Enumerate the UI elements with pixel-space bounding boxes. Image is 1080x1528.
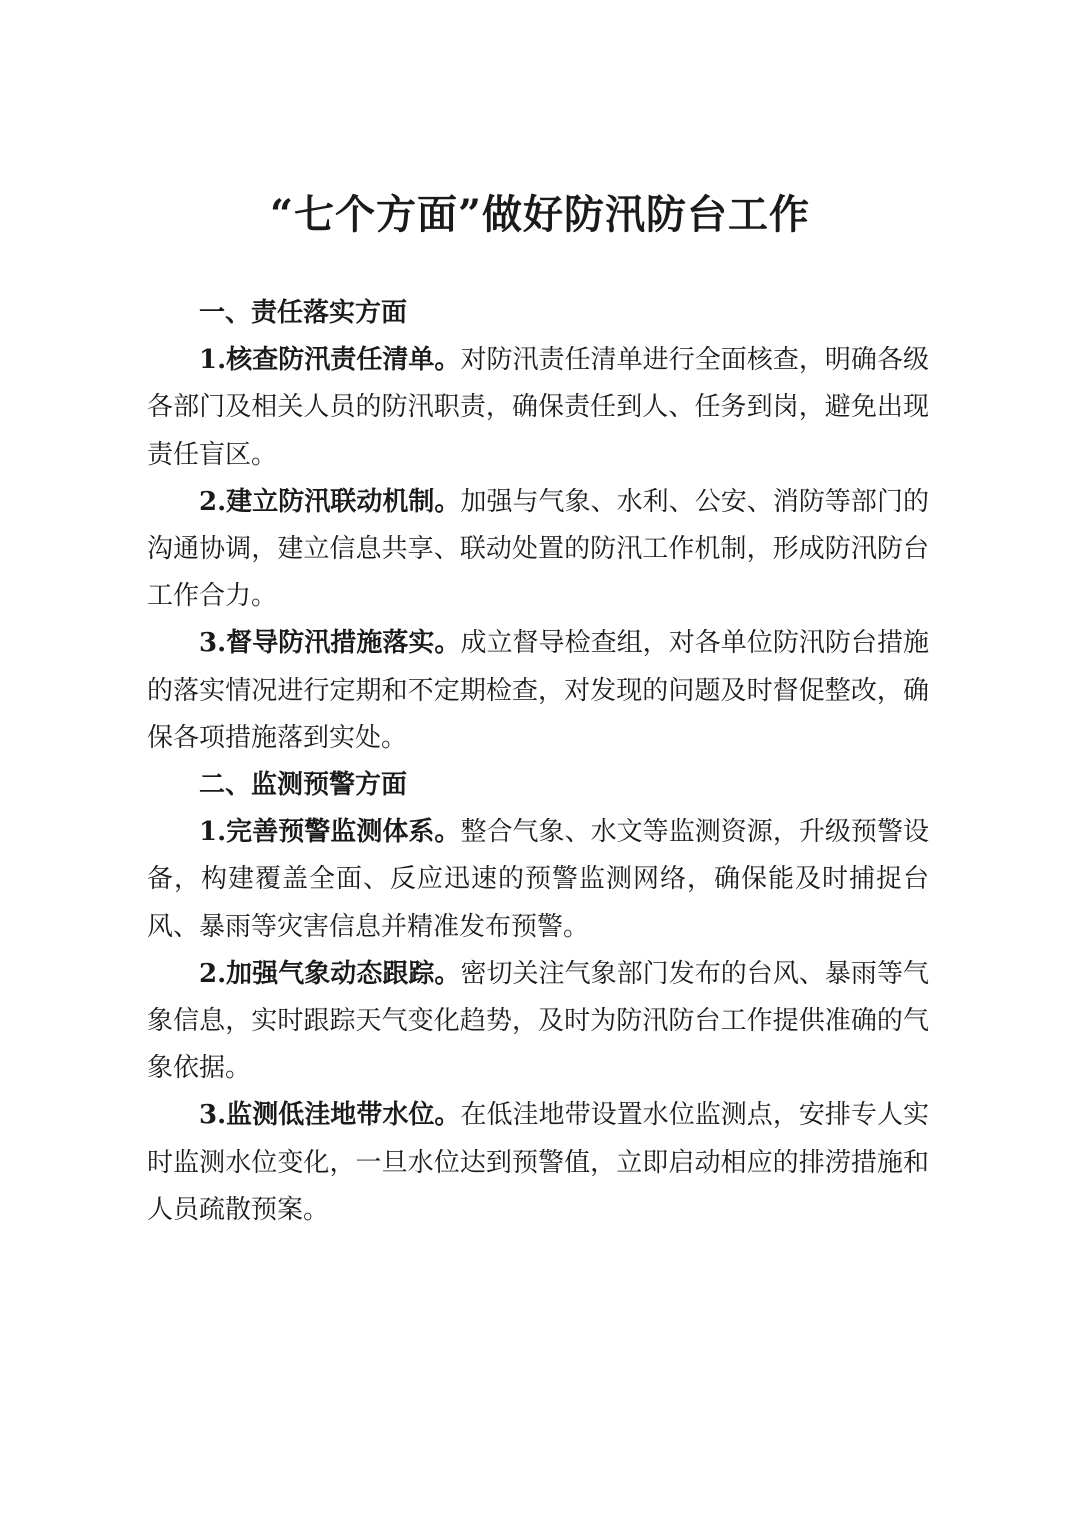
paragraph-lead: 1.完善预警监测体系。: [199, 817, 461, 848]
paragraph-text: 密切关注气象部门发布的台风、暴雨等气象信息，实时跟踪天气变化趋势，及时为防汛防台工作提供准确的气象依据。: [147, 958, 929, 1084]
paragraph-lead: 3.督导防汛措施落实。: [199, 628, 461, 659]
paragraph: [147, 620, 929, 762]
paragraph-lead: 1.核查防汛责任清单。: [199, 345, 461, 376]
paragraph-text: 对防汛责任清单进行全面核查，明确各级各部门及相关人员的防汛职责，确保责任到人、任务到岗，避免出现责任盲区。: [147, 345, 929, 470]
paragraph: [147, 951, 929, 1093]
paragraph: [147, 809, 929, 951]
paragraph-lead: 2.建立防汛联动机制。: [199, 486, 461, 517]
paragraph-text: 整合气象、水文等监测资源，升级预警设备，构建覆盖全面、反应迅速的预警监测网络，确保能及时捕捉台风、暴雨等灾害信息并精准发布预警。: [147, 817, 929, 942]
paragraph: [147, 479, 929, 621]
section-heading: 一、责任落实方面: [199, 298, 408, 328]
document-title: “七个方面”做好防汛防台工作: [269, 191, 810, 238]
section-heading: 二、监测预警方面: [199, 770, 408, 801]
paragraph-text: 在低洼地带设置水位监测点，安排专人实时监测水位变化，一旦水位达到预警值，立即启动相应的排涝措施和人员疏散预案。: [147, 1100, 929, 1225]
paragraph: [147, 1092, 929, 1234]
paragraph-text: 加强与气象、水利、公安、消防等部门的沟通协调，建立信息共享、联动处置的防汛工作机制，形成防汛防台工作合力。: [147, 486, 929, 612]
paragraph-text: 成立督导检查组，对各单位防汛防台措施的落实情况进行定期和不定期检查，对发现的问题及时督促整改，确保各项措施落到实处。: [147, 628, 929, 753]
paragraph-lead: 2.加强气象动态跟踪。: [199, 958, 461, 989]
paragraph: [147, 337, 929, 479]
document-body: [147, 290, 929, 1234]
paragraph-lead: 3.监测低洼地带水位。: [199, 1100, 461, 1131]
